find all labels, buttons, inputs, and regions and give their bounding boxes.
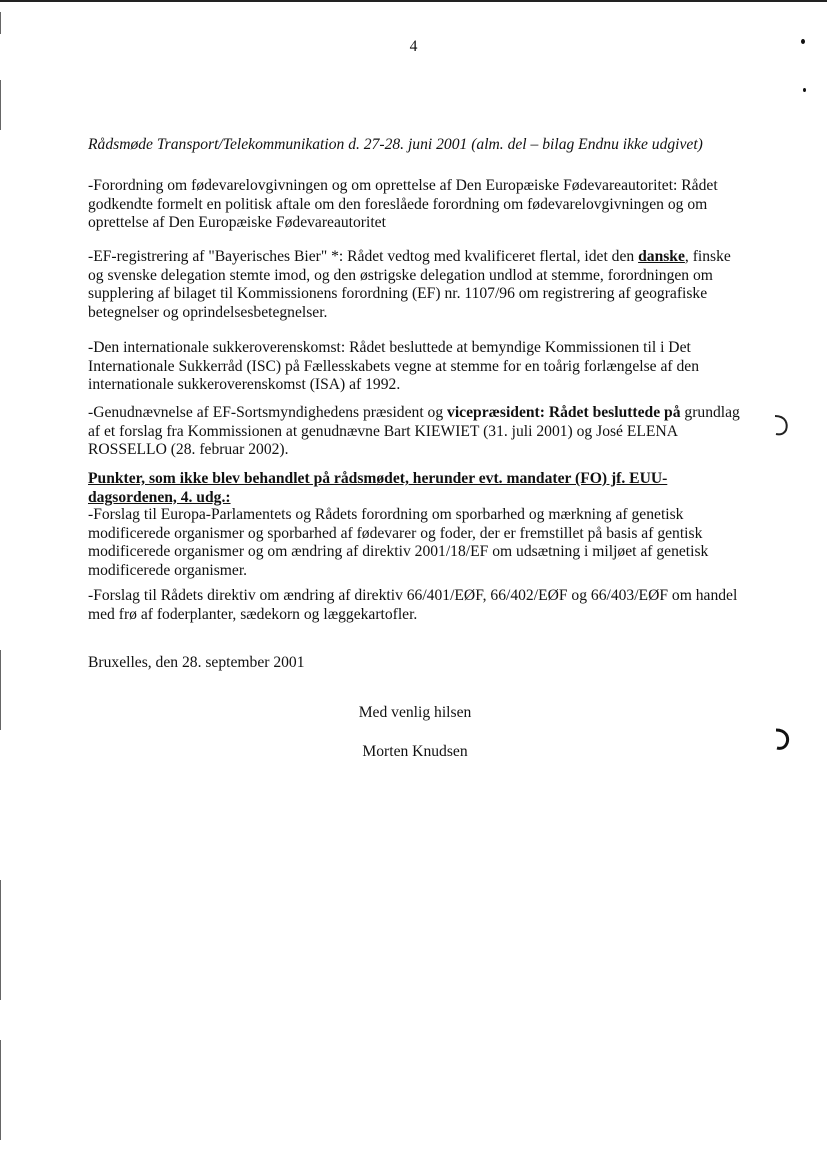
- proposal-gmo-traceability: -Forslag til Europa-Parlamentets og Rådets forordning om sporbarhed og mærkning af genetisk modificerede organismer og sporbarhed af fødevarer og foder, der er fremstillet på basis af gentisk modificerede organismer og om ændring af direktiv 2001/18/EF om udsætning i miljøet af genetisk modificerede organismer.: [88, 506, 709, 579]
- top-border-line: [0, 0, 827, 2]
- scan-edge-mark: [0, 12, 1, 34]
- emphasis-vicepraesident: vicepræsident: Rådet besluttede på: [447, 404, 681, 421]
- item-text: -EF-registrering af "Bayerisches Bier" *: Rådet vedtog med kvalificeret flertal, idet den: [88, 248, 639, 265]
- scan-edge-mark: [0, 650, 1, 730]
- item-text: , finske og svenske delegation stemte imod, og den østrigske delegation undlod at stemme, forordningen om supplering af bilaget til Kommissionens forordning (EF) nr. 1107/96 om registrering af geografiske betegnelser og oprindelsesbetegnelser.: [88, 248, 731, 321]
- place-and-date: Bruxelles, den 28. september 2001: [88, 654, 305, 671]
- punch-hole-mark: [772, 728, 790, 750]
- scan-edge-mark: [0, 880, 1, 1000]
- emphasis-danske: danske: [638, 248, 685, 265]
- item-text: grundlag af et forslag fra Kommissionen at genudnævne Bart KIEWIET (31. juli 2001) og José ELENA ROSSELLO (28. februar 2002).: [88, 404, 740, 458]
- closing-greeting: Med venlig hilsen: [358, 704, 472, 721]
- item-food-law: -Forordning om fødevarelovgivningen og om oprettelse af Den Europæiske Fødevareautoritet: Rådet godkendte formelt en politisk aftale om den foreslåede forordning om fødevarelovgivningen og om oprettelse af Den Europæiske Fødevareautoritet: [88, 177, 718, 231]
- item-bayerisches-bier: [88, 248, 748, 322]
- page-number: 4: [409, 38, 418, 55]
- item-text: -Genudnævnelse af EF-Sortsmyndighedens præsident og: [88, 404, 448, 421]
- scan-speck: [803, 88, 806, 92]
- proposal-seed-directive: -Forslag til Rådets direktiv om ændring af direktiv 66/401/EØF, 66/402/EØF og 66/403/EØF om handel med frø af foderplanter, sædekorn og læggekartofler.: [88, 587, 738, 623]
- signatory-name: Morten Knudsen: [362, 743, 468, 760]
- item-sugar-agreement: -Den internationale sukkeroverenskomst: Rådet besluttede at bemyndige Kommissionen til i Det Internationale Sukkerråd (ISC) på Fællesskabets vegne at stemme for en toårig forlængelse af den internationale sukkeroverenskomst (ISA) af 1992.: [88, 339, 700, 393]
- scan-edge-mark: [0, 1040, 1, 1140]
- scan-edge-mark: [0, 80, 1, 130]
- item-plant-variety-office: [88, 404, 748, 460]
- punch-hole-mark: [772, 414, 790, 436]
- section-heading: Punkter, som ikke blev behandlet på rådsmødet, herunder evt. mandater (FO) jf. EUU-dagsordenen, 4. udg.:: [88, 470, 668, 506]
- meeting-heading: Rådsmøde Transport/Telekommunikation d. 27-28. juni 2001 (alm. del – bilag Endnu ikke udgivet): [88, 136, 703, 153]
